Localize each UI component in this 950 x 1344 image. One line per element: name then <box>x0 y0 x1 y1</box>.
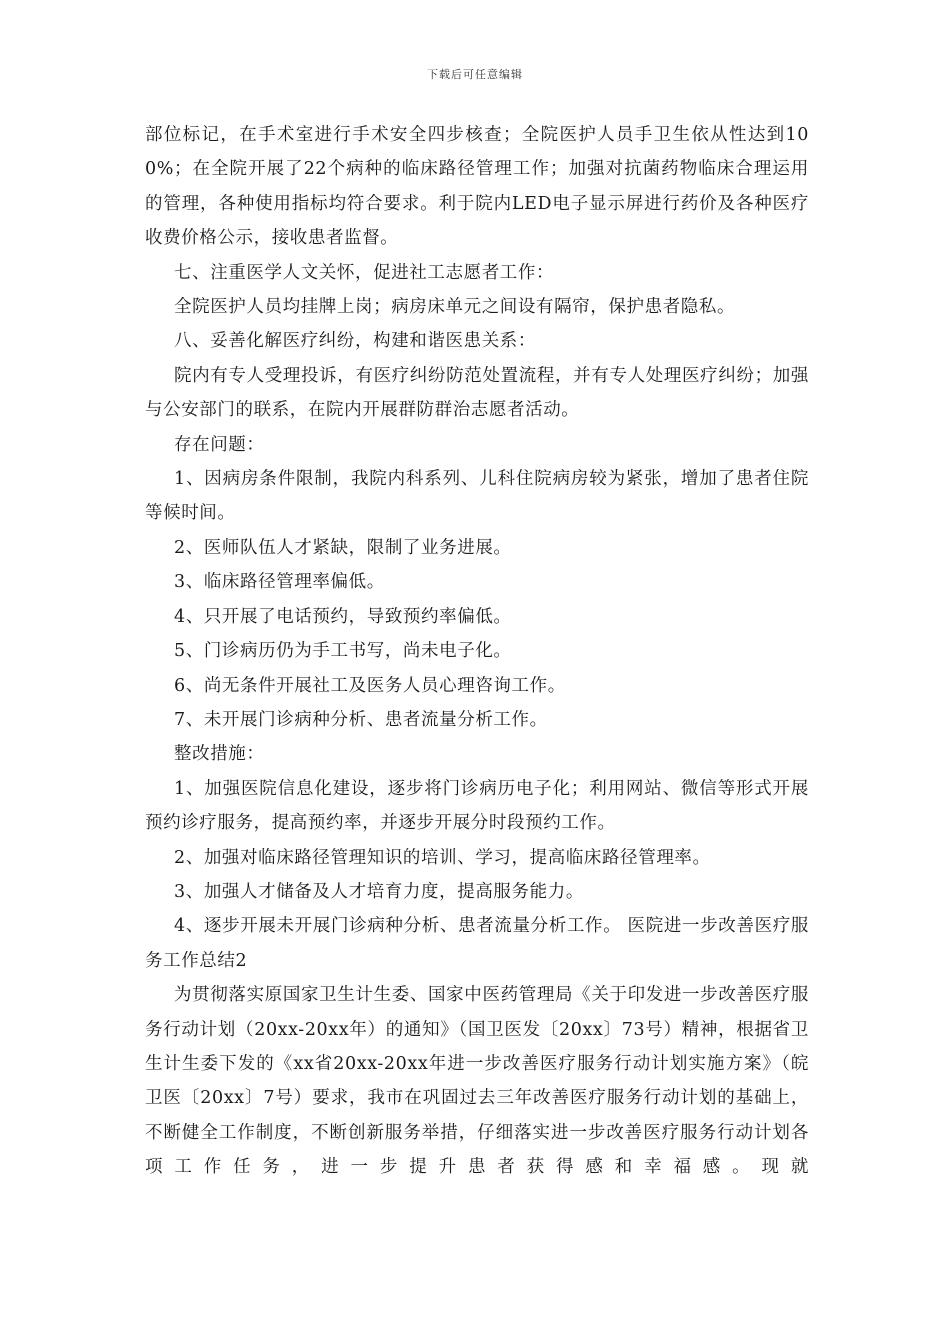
list-item: 7、未开展门诊病种分析、患者流量分析工作。 <box>174 709 548 730</box>
document-body <box>145 118 809 1185</box>
list-item: 6、尚无条件开展社工及医务人员心理咨询工作。 <box>174 675 566 696</box>
list-item: 1、因病房条件限制，我院内科系列、儿科住院病房较为紧张，增加了患者住院等候时间。 <box>145 469 809 524</box>
list-item: 4、逐步开展未开展门诊病种分析、患者流量分析工作。 医院进一步改善医疗服务工作总结2 <box>145 916 809 971</box>
paragraph: 全院医护人员均挂牌上岗；病房床单元之间设有隔帘，保护患者隐私。 <box>174 297 736 318</box>
list-item: 2、加强对临床路径管理知识的培训、学习，提高临床路径管理率。 <box>174 847 711 868</box>
list-item: 4、只开展了电话预约，导致预约率偏低。 <box>174 606 512 627</box>
paragraph: 院内有专人受理投诉，有医疗纠纷防范处置流程，并有专人处理医疗纠纷；加强与公安部门的联系，在院内开展群防群治志愿者活动。 <box>145 365 809 421</box>
list-item: 3、临床路径管理率偏低。 <box>174 572 385 593</box>
page-header-note: 下载后可任意编辑 <box>427 68 523 81</box>
list-item: 5、门诊病历仍为手工书写，尚未电子化。 <box>174 641 512 662</box>
list-item: 1、加强医院信息化建设，逐步将门诊病历电子化；利用网站、微信等形式开展预约诊疗服务，提高预约率，并逐步开展分时段预约工作。 <box>145 778 809 834</box>
list-item: 3、加强人才储备及人才培育力度，提高服务能力。 <box>174 881 584 902</box>
section-heading: 存在问题： <box>174 434 265 455</box>
section-heading: 七、注重医学人文关怀，促进社工志愿者工作： <box>174 262 555 283</box>
section-heading: 整改措施： <box>174 744 265 765</box>
paragraph: 部位标记，在手术室进行手术安全四步核查；全院医护人员手卫生依从性达到100%；在全院开展了22个病种的临床路径管理工作；加强对抗菌药物临床合理运用的管理，各种使用指标均符合要求。利于院内LED电子显示屏进行药价及各种医疗收费价格公示，接收患者监督。 <box>145 125 809 249</box>
section-heading: 八、妥善化解医疗纠纷，构建和谐医患关系： <box>174 331 536 352</box>
list-item: 2、医师队伍人才紧缺，限制了业务进展。 <box>174 537 512 558</box>
paragraph: 为贯彻落实原国家卫生计生委、国家中医药管理局《关于印发进一步改善医疗服务行动计划（20xx-20xx年）的通知》（国卫医发〔20xx〕73号）精神，根据省卫生计生委下发的《xx省20xx-20xx年进一步改善医疗服务行动计划实施方案》（皖卫医〔20xx〕7号）要求，我市在巩固过去三年改善医疗服务行动计划的基础上，不断健全工作制度，不断创新服务举措，仔细落实进一步改善医疗服务行动计划各项工作任务，进一步提升患者获得感和幸福感。现就 <box>145 985 809 1178</box>
